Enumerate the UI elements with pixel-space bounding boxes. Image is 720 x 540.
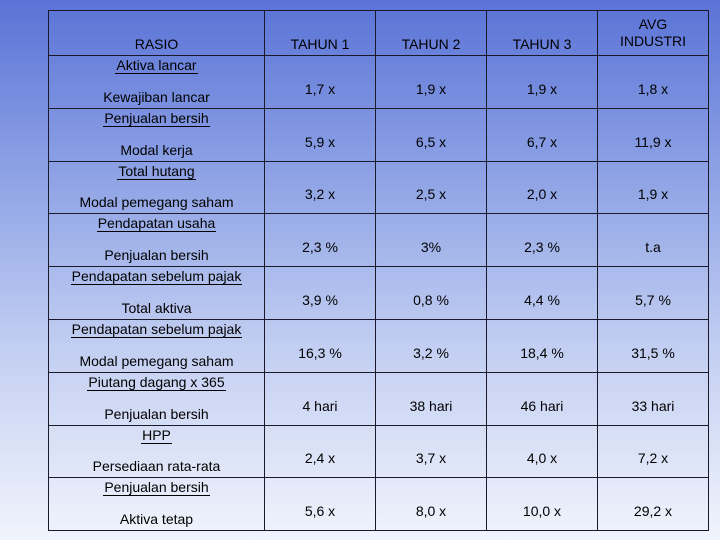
value-cell-col-3: [487, 372, 598, 425]
ratio-table-body: [49, 11, 709, 531]
ratio-value: 2,3 %: [302, 239, 338, 256]
ratio-numerator-text: Pendapatan sebelum pajak: [71, 320, 242, 337]
ratio-denominator: [49, 142, 264, 158]
value-cell-col-3: [487, 319, 598, 372]
ratio-formula-cell: [49, 478, 265, 531]
ratio-numerator-text: Aktiva lancar: [116, 57, 197, 73]
ratio-numerator: [49, 268, 264, 285]
ratio-value: 31,5 %: [631, 344, 675, 361]
ratio-value: 46 hari: [520, 397, 564, 414]
table-row: [49, 214, 709, 267]
ratio-value: 3%: [420, 239, 442, 256]
ratio-value: 7,2 x: [637, 450, 669, 467]
ratio-value: 38 hari: [409, 397, 453, 414]
ratio-denominator-text: Penjualan bersih: [104, 247, 209, 264]
ratio-value: 3,7 x: [415, 450, 447, 467]
ratio-denominator: [49, 247, 264, 263]
ratio-denominator: [49, 194, 264, 210]
value-cell-col-1: [265, 267, 376, 320]
table-row: [49, 108, 709, 161]
header-tahun-3: [487, 11, 598, 56]
ratio-denominator-text: Modal pemegang saham: [79, 194, 234, 211]
ratio-numerator-text: Penjualan bersih: [104, 109, 209, 126]
value-cell-col-3: [487, 425, 598, 478]
ratio-value: 4,0 x: [526, 450, 558, 467]
ratio-formula-cell: [49, 425, 265, 478]
ratio-denominator-text: Total aktiva: [121, 299, 192, 316]
ratio-value: 2,0 x: [526, 186, 558, 203]
value-cell-col-4: [598, 161, 709, 214]
ratio-value: 2,3 %: [524, 239, 560, 256]
ratio-value: 2,5 x: [415, 186, 447, 203]
value-cell-col-1: [265, 372, 376, 425]
header-tahun-1: [265, 11, 376, 56]
value-cell-col-3: [487, 478, 598, 531]
value-cell-col-2: [376, 319, 487, 372]
ratio-denominator: [49, 458, 264, 474]
ratio-denominator-text: Modal pemegang saham: [79, 352, 234, 369]
ratio-formula-cell: [49, 319, 265, 372]
ratio-value: 3,2 %: [413, 344, 449, 361]
value-cell-col-2: [376, 372, 487, 425]
ratio-numerator: [49, 110, 264, 127]
value-cell-col-2: [376, 425, 487, 478]
table-row: [49, 56, 709, 109]
table-row: [49, 267, 709, 320]
table-row: [49, 161, 709, 214]
value-cell-col-1: [265, 425, 376, 478]
header-tahun-2: [376, 11, 487, 56]
ratio-formula-cell: [49, 372, 265, 425]
ratio-value: 16,3 %: [298, 344, 342, 361]
ratio-value: 29,2 x: [633, 503, 673, 520]
value-cell-col-4: [598, 108, 709, 161]
ratio-numerator: [49, 163, 264, 180]
table-row: [49, 319, 709, 372]
ratio-value: 4 hari: [302, 397, 338, 414]
ratio-denominator-text: Modal kerja: [120, 141, 193, 158]
ratio-formula-cell: [49, 267, 265, 320]
ratio-denominator: [49, 300, 264, 316]
header-tahun-3-label: TAHUN 3: [512, 36, 572, 52]
ratio-formula-cell: [49, 214, 265, 267]
ratio-value: 1,7 x: [304, 80, 336, 97]
value-cell-col-4: [598, 319, 709, 372]
table-row: [49, 478, 709, 531]
ratio-value: 1,9 x: [415, 80, 447, 97]
value-cell-col-1: [265, 478, 376, 531]
value-cell-col-2: [376, 267, 487, 320]
ratio-value: 6,5 x: [415, 133, 447, 150]
ratio-value: 18,4 %: [520, 344, 564, 361]
ratio-denominator: [49, 89, 264, 105]
ratio-denominator-text: Kewajiban lancar: [103, 88, 210, 105]
value-cell-col-3: [487, 161, 598, 214]
value-cell-col-3: [487, 267, 598, 320]
value-cell-col-3: [487, 56, 598, 109]
header-rasio: [49, 11, 265, 56]
value-cell-col-4: [598, 267, 709, 320]
header-tahun-1-label: TAHUN 1: [290, 36, 350, 52]
ratio-value: 3,9 %: [302, 292, 338, 309]
header-avg-industri: [598, 11, 709, 56]
ratio-formula-cell: [49, 56, 265, 109]
ratio-denominator: [49, 353, 264, 369]
value-cell-col-3: [487, 108, 598, 161]
ratio-value: 0,8 %: [413, 292, 449, 309]
ratio-numerator: [49, 374, 264, 391]
ratio-denominator: [49, 511, 264, 527]
ratio-value: 10,0 x: [522, 503, 562, 520]
ratio-numerator-text: Total hutang: [118, 162, 195, 179]
ratio-numerator: [49, 215, 264, 232]
ratio-value: 11,9 x: [634, 133, 672, 150]
ratio-value: 6,7 x: [526, 133, 558, 150]
ratio-value: 1,9 x: [637, 186, 669, 203]
ratio-value: 4,4 %: [524, 292, 560, 309]
ratio-value: t.a: [645, 239, 661, 256]
ratio-value: 5,6 x: [304, 503, 336, 520]
header-row: [49, 11, 709, 56]
value-cell-col-2: [376, 108, 487, 161]
ratio-numerator-text: Pendapatan sebelum pajak: [71, 268, 242, 285]
ratio-value: 8,0 x: [415, 503, 447, 520]
ratio-denominator: [49, 406, 264, 422]
value-cell-col-1: [265, 56, 376, 109]
ratio-numerator: [49, 427, 264, 444]
ratio-numerator-text: Penjualan bersih: [104, 479, 209, 496]
value-cell-col-1: [265, 319, 376, 372]
ratio-formula-cell: [49, 108, 265, 161]
financial-ratio-table: [48, 10, 709, 531]
value-cell-col-2: [376, 56, 487, 109]
header-tahun-2-label: TAHUN 2: [401, 36, 461, 52]
value-cell-col-2: [376, 161, 487, 214]
ratio-numerator: [49, 321, 264, 338]
ratio-numerator: [49, 479, 264, 496]
ratio-denominator-text: Penjualan bersih: [104, 405, 209, 422]
table-row: [49, 372, 709, 425]
ratio-value: 1,9 x: [526, 80, 558, 97]
ratio-value: 1,8 x: [637, 80, 669, 97]
value-cell-col-1: [265, 161, 376, 214]
table-row: [49, 425, 709, 478]
header-rasio-label: RASIO: [134, 36, 179, 52]
value-cell-col-4: [598, 214, 709, 267]
value-cell-col-2: [376, 214, 487, 267]
ratio-value: 5,7 %: [635, 292, 671, 309]
ratio-value: 3,2 x: [304, 186, 336, 203]
ratio-numerator: [49, 57, 264, 74]
value-cell-col-4: [598, 425, 709, 478]
value-cell-col-4: [598, 372, 709, 425]
ratio-formula-cell: [49, 161, 265, 214]
value-cell-col-3: [487, 214, 598, 267]
ratio-value: 33 hari: [631, 397, 675, 414]
ratio-numerator-text: Piutang dagang x 365: [88, 373, 225, 390]
ratio-value: 2,4 x: [304, 450, 336, 467]
ratio-denominator-text: Aktiva tetap: [119, 511, 194, 528]
value-cell-col-1: [265, 108, 376, 161]
header-avg-industri-label: AVG INDUSTRI: [619, 16, 687, 49]
value-cell-col-4: [598, 56, 709, 109]
ratio-numerator-text: HPP: [142, 426, 171, 443]
value-cell-col-4: [598, 478, 709, 531]
ratio-numerator-text: Pendapatan usaha: [97, 215, 216, 232]
value-cell-col-1: [265, 214, 376, 267]
ratio-denominator-text: Persediaan rata-rata: [92, 458, 221, 475]
ratio-value: 5,9 x: [304, 133, 336, 150]
value-cell-col-2: [376, 478, 487, 531]
